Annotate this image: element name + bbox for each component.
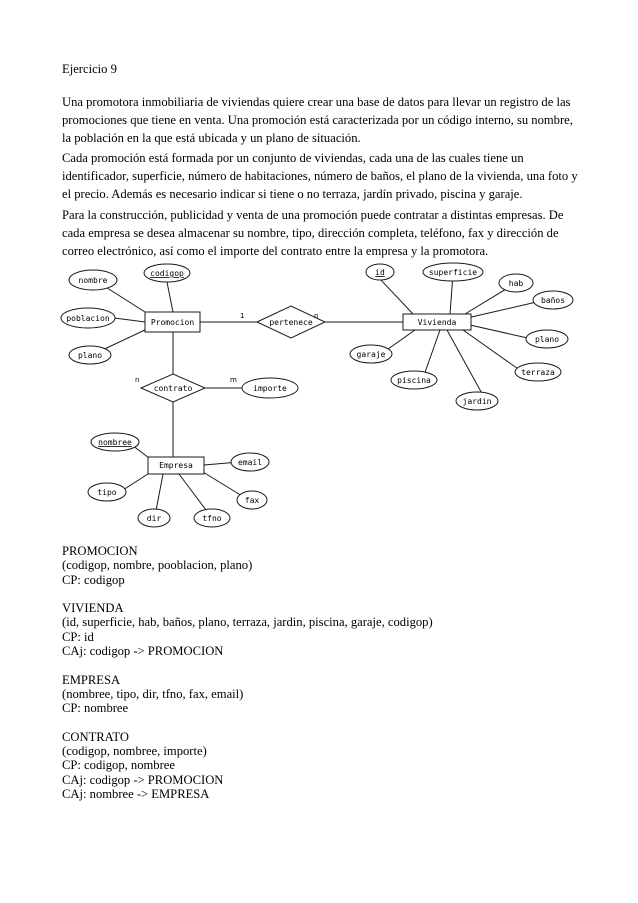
svg-text:id: id bbox=[375, 268, 385, 277]
attribute-dir bbox=[138, 509, 170, 527]
attribute-banos bbox=[533, 291, 573, 309]
relationship-pertenece bbox=[257, 306, 325, 338]
svg-text:plano: plano bbox=[534, 335, 560, 344]
exercise-title: Ejercicio 9 bbox=[62, 62, 117, 76]
table-promocion bbox=[62, 544, 433, 587]
entity-empresa bbox=[148, 457, 204, 474]
attribute-tfno bbox=[194, 509, 230, 527]
table-columns: (id, superficie, hab, baños, plano, terraza, jardin, piscina, garaje, codigop) bbox=[62, 615, 433, 630]
cardinality-pertenece-vivienda: n bbox=[314, 312, 319, 320]
attribute-nombre bbox=[69, 270, 117, 290]
attribute-id-key bbox=[366, 264, 394, 280]
svg-text:codigop: codigop bbox=[150, 269, 184, 278]
primary-key: CP: codigop, nombree bbox=[62, 758, 175, 773]
svg-text:terraza: terraza bbox=[521, 368, 555, 377]
svg-text:garaje: garaje bbox=[356, 350, 386, 359]
paragraph-promotora: Una promotora inmobiliaria de viviendas quiere crear una base de datos para llevar un registro de las promociones que tiene en venta. Una promoción está caracterizada por un código interno, su nombre, la población en la que está ubicada y un plano de situación. bbox=[62, 95, 573, 146]
attribute-codigop-key bbox=[144, 264, 190, 282]
svg-text:tipo: tipo bbox=[97, 488, 117, 497]
attribute-email bbox=[231, 453, 269, 471]
entity-vivienda-label: Vivienda bbox=[417, 318, 457, 327]
foreign-key: CAj: nombree -> EMPRESA bbox=[62, 787, 210, 802]
svg-text:poblacion: poblacion bbox=[66, 314, 110, 323]
table-name: VIVIENDA bbox=[62, 601, 124, 616]
table-name: PROMOCION bbox=[62, 544, 138, 558]
entity-promocion bbox=[145, 312, 200, 332]
svg-text:fax: fax bbox=[244, 496, 260, 505]
svg-text:tfno: tfno bbox=[202, 514, 222, 523]
table-name: EMPRESA bbox=[62, 672, 121, 687]
attribute-plano-vivienda bbox=[526, 330, 568, 348]
attribute-piscina bbox=[391, 371, 437, 389]
entity-promocion-label: Promocion bbox=[150, 318, 195, 327]
svg-text:importe: importe bbox=[253, 384, 287, 393]
foreign-key: CAj: codigop -> PROMOCION bbox=[62, 644, 224, 659]
svg-text:dir: dir bbox=[146, 514, 162, 523]
attribute-nombree-key bbox=[91, 433, 139, 451]
foreign-key: CAj: codigop -> PROMOCION bbox=[62, 772, 224, 787]
entity-vivienda bbox=[403, 314, 471, 330]
cardinality-contrato-importe: m bbox=[230, 376, 237, 384]
table-columns: (codigop, nombre, pooblacion, plano) bbox=[62, 558, 253, 573]
attribute-tipo bbox=[88, 483, 126, 501]
primary-key: CP: codigop bbox=[62, 572, 125, 587]
entity-empresa-label: Empresa bbox=[159, 461, 193, 470]
svg-text:baños: baños bbox=[540, 296, 566, 305]
svg-text:plano: plano bbox=[77, 351, 103, 360]
svg-text:hab: hab bbox=[508, 279, 524, 288]
attribute-plano-promocion bbox=[69, 346, 111, 364]
primary-key: CP: nombree bbox=[62, 701, 129, 716]
attribute-hab bbox=[499, 274, 533, 292]
relationship-contrato bbox=[141, 374, 205, 402]
svg-text:nombre: nombre bbox=[78, 276, 108, 285]
table-columns: (nombree, tipo, dir, tfno, fax, email) bbox=[62, 686, 244, 701]
attribute-jardin bbox=[456, 392, 498, 410]
svg-text:superficie: superficie bbox=[428, 268, 478, 277]
relational-schema bbox=[62, 544, 433, 816]
table-name: CONTRATO bbox=[62, 729, 129, 744]
svg-text:email: email bbox=[237, 458, 263, 467]
svg-text:piscina: piscina bbox=[397, 376, 431, 385]
svg-text:jardin: jardin bbox=[462, 397, 492, 406]
cardinality-pertenece-promocion: 1 bbox=[240, 312, 245, 320]
table-contrato bbox=[62, 730, 433, 801]
svg-text:nombree: nombree bbox=[98, 438, 132, 447]
attribute-importe bbox=[242, 378, 298, 398]
table-empresa bbox=[62, 673, 433, 716]
paragraph-empresas: Para la construcción, publicidad y venta de una promoción puede contratar a distintas empresas. De cada empresa se desea almacenar su nombre, tipo, dirección completa, teléfono, fax y dirección de correo electrónico, así como el importe del contrato entre la empresa y la promotora. bbox=[62, 208, 564, 259]
attribute-superficie bbox=[423, 263, 483, 281]
attribute-poblacion bbox=[61, 308, 115, 328]
table-vivienda bbox=[62, 601, 433, 658]
attribute-fax bbox=[237, 491, 267, 509]
primary-key: CP: id bbox=[62, 629, 94, 644]
table-columns: (codigop, nombree, importe) bbox=[62, 744, 207, 759]
relationship-pertenece-label: pertenece bbox=[269, 318, 313, 327]
cardinality-contrato-promocion: n bbox=[135, 376, 140, 384]
attribute-terraza bbox=[515, 363, 561, 381]
attribute-garaje bbox=[350, 345, 392, 363]
relationship-contrato-label: contrato bbox=[153, 384, 193, 393]
paragraph-viviendas: Cada promoción está formada por un conjunto de viviendas, cada una de las cuales tiene un identificador, superficie, número de habitaciones, número de baños, el plano de la vivienda, una foto y el precio. Además es necesario indicar si tiene o no terraza, jardín privado, piscina y garaje. bbox=[62, 151, 578, 202]
er-diagram bbox=[55, 262, 585, 532]
